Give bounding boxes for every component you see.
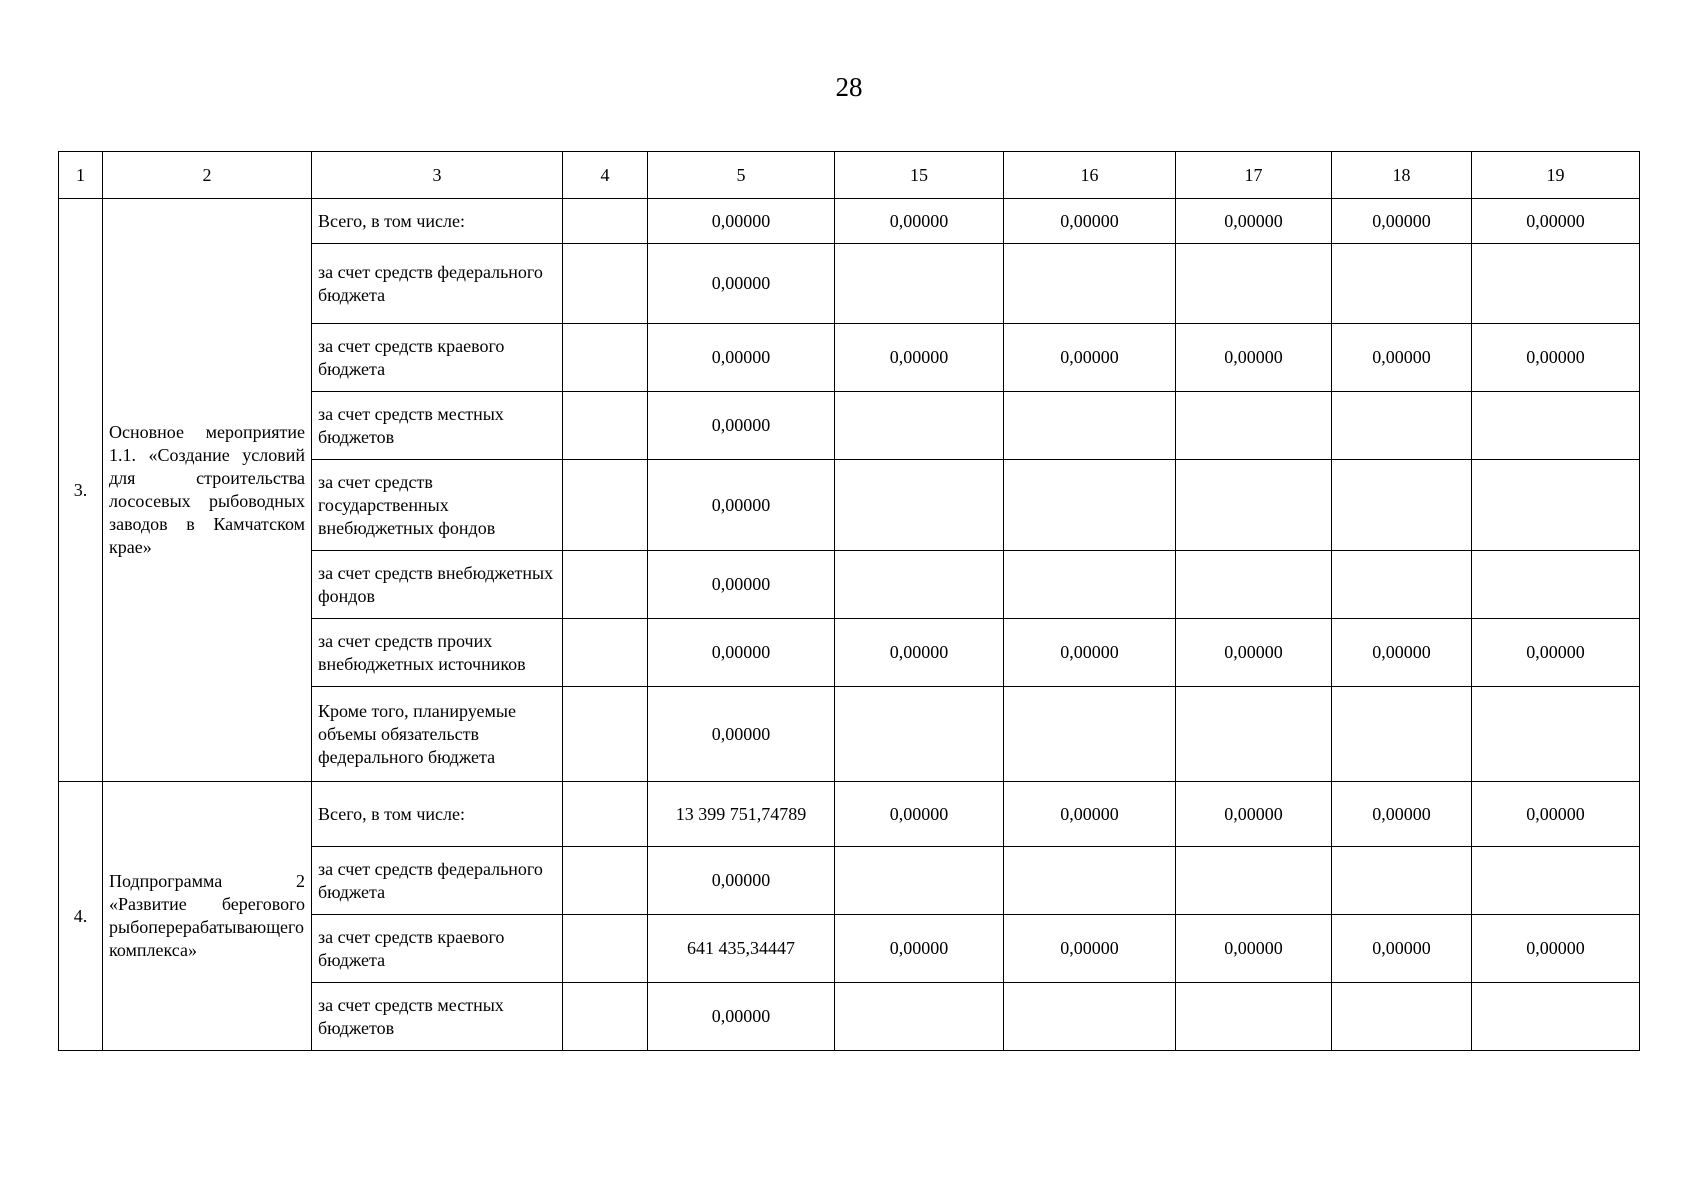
value-cell: 0,00000 <box>1176 199 1332 244</box>
value-cell <box>1176 392 1332 460</box>
value-cell: 0,00000 <box>648 983 835 1051</box>
value-cell: 0,00000 <box>1332 324 1472 392</box>
activity-name: Основное мероприятие 1.1. «Создание условий для строительства лососевых рыбоводных заводов в Камчатском крае» <box>103 199 312 782</box>
table-row <box>59 199 1640 244</box>
value-cell <box>1004 244 1176 324</box>
value-cell <box>1176 244 1332 324</box>
value-cell: 0,00000 <box>1332 915 1472 983</box>
col4-cell <box>563 324 648 392</box>
value-cell <box>1472 983 1640 1051</box>
value-cell: 0,00000 <box>648 392 835 460</box>
header-cell: 19 <box>1472 152 1640 199</box>
value-cell: 0,00000 <box>648 687 835 782</box>
value-cell <box>835 551 1004 619</box>
value-cell: 0,00000 <box>648 244 835 324</box>
col4-cell <box>563 619 648 687</box>
value-cell: 0,00000 <box>1332 199 1472 244</box>
value-cell: 0,00000 <box>1004 199 1176 244</box>
funding-source: за счет средств местных бюджетов <box>312 392 563 460</box>
col4-cell <box>563 847 648 915</box>
funding-source: Всего, в том числе: <box>312 782 563 847</box>
value-cell: 0,00000 <box>1004 915 1176 983</box>
col4-cell <box>563 782 648 847</box>
table-body <box>59 152 1640 1051</box>
value-cell <box>1332 687 1472 782</box>
value-cell: 0,00000 <box>835 915 1004 983</box>
value-cell <box>1332 551 1472 619</box>
funding-source: за счет средств прочих внебюджетных источников <box>312 619 563 687</box>
col4-cell <box>563 392 648 460</box>
col4-cell <box>563 460 648 551</box>
col4-cell <box>563 915 648 983</box>
value-cell <box>1472 460 1640 551</box>
value-cell <box>1332 392 1472 460</box>
value-cell: 641 435,34447 <box>648 915 835 983</box>
budget-table <box>58 151 1640 1051</box>
header-cell: 3 <box>312 152 563 199</box>
value-cell: 0,00000 <box>648 847 835 915</box>
value-cell <box>1004 460 1176 551</box>
value-cell <box>835 983 1004 1051</box>
header-cell: 5 <box>648 152 835 199</box>
page-number: 28 <box>835 72 863 102</box>
value-cell <box>1472 687 1640 782</box>
value-cell <box>1004 847 1176 915</box>
value-cell: 0,00000 <box>1332 619 1472 687</box>
value-cell <box>1472 244 1640 324</box>
value-cell <box>1004 551 1176 619</box>
value-cell: 0,00000 <box>1176 782 1332 847</box>
value-cell: 0,00000 <box>648 460 835 551</box>
col4-cell <box>563 244 648 324</box>
value-cell: 0,00000 <box>835 324 1004 392</box>
value-cell: 0,00000 <box>1472 619 1640 687</box>
value-cell <box>835 392 1004 460</box>
col4-cell <box>563 983 648 1051</box>
funding-source: за счет средств федерального бюджета <box>312 244 563 324</box>
value-cell: 0,00000 <box>1472 782 1640 847</box>
header-cell: 1 <box>59 152 103 199</box>
header-cell: 4 <box>563 152 648 199</box>
value-cell: 0,00000 <box>648 551 835 619</box>
value-cell <box>1472 392 1640 460</box>
header-cell: 17 <box>1176 152 1332 199</box>
row-index: 4. <box>59 782 103 1051</box>
value-cell: 0,00000 <box>648 619 835 687</box>
value-cell <box>835 687 1004 782</box>
funding-source: за счет средств краевого бюджета <box>312 915 563 983</box>
value-cell: 0,00000 <box>1472 915 1640 983</box>
value-cell <box>1004 983 1176 1051</box>
col4-cell <box>563 199 648 244</box>
value-cell <box>835 847 1004 915</box>
value-cell: 0,00000 <box>1472 199 1640 244</box>
value-cell <box>1176 551 1332 619</box>
row-index: 3. <box>59 199 103 782</box>
funding-source: Кроме того, планируемые объемы обязательств федерального бюджета <box>312 687 563 782</box>
value-cell: 0,00000 <box>835 619 1004 687</box>
value-cell <box>1176 983 1332 1051</box>
table-row <box>59 782 1640 847</box>
funding-source: за счет средств местных бюджетов <box>312 983 563 1051</box>
value-cell: 0,00000 <box>1004 324 1176 392</box>
col4-cell <box>563 687 648 782</box>
header-cell: 16 <box>1004 152 1176 199</box>
header-cell: 18 <box>1332 152 1472 199</box>
funding-source: Всего, в том числе: <box>312 199 563 244</box>
value-cell <box>1472 551 1640 619</box>
header-cell: 15 <box>835 152 1004 199</box>
value-cell: 0,00000 <box>1332 782 1472 847</box>
value-cell: 0,00000 <box>835 782 1004 847</box>
value-cell <box>1332 244 1472 324</box>
funding-source: за счет средств краевого бюджета <box>312 324 563 392</box>
value-cell <box>1004 392 1176 460</box>
value-cell <box>1332 983 1472 1051</box>
value-cell: 0,00000 <box>648 324 835 392</box>
value-cell: 0,00000 <box>1472 324 1640 392</box>
value-cell: 0,00000 <box>1176 619 1332 687</box>
value-cell: 0,00000 <box>1004 782 1176 847</box>
funding-source: за счет средств федерального бюджета <box>312 847 563 915</box>
value-cell <box>1472 847 1640 915</box>
value-cell <box>835 460 1004 551</box>
funding-source: за счет средств внебюджетных фондов <box>312 551 563 619</box>
col4-cell <box>563 551 648 619</box>
value-cell: 0,00000 <box>1004 619 1176 687</box>
value-cell <box>1176 460 1332 551</box>
value-cell <box>1176 687 1332 782</box>
value-cell: 0,00000 <box>648 199 835 244</box>
value-cell: 0,00000 <box>835 199 1004 244</box>
funding-source: за счет средств государственных внебюджетных фондов <box>312 460 563 551</box>
activity-name: Подпрограмма 2 «Развитие берегового рыбоперерабатывающего комплекса» <box>103 782 312 1051</box>
value-cell <box>1004 687 1176 782</box>
value-cell <box>1332 460 1472 551</box>
header-row <box>59 152 1640 199</box>
value-cell <box>1176 847 1332 915</box>
value-cell: 0,00000 <box>1176 915 1332 983</box>
header-cell: 2 <box>103 152 312 199</box>
value-cell: 13 399 751,74789 <box>648 782 835 847</box>
value-cell: 0,00000 <box>1176 324 1332 392</box>
value-cell <box>835 244 1004 324</box>
value-cell <box>1332 847 1472 915</box>
